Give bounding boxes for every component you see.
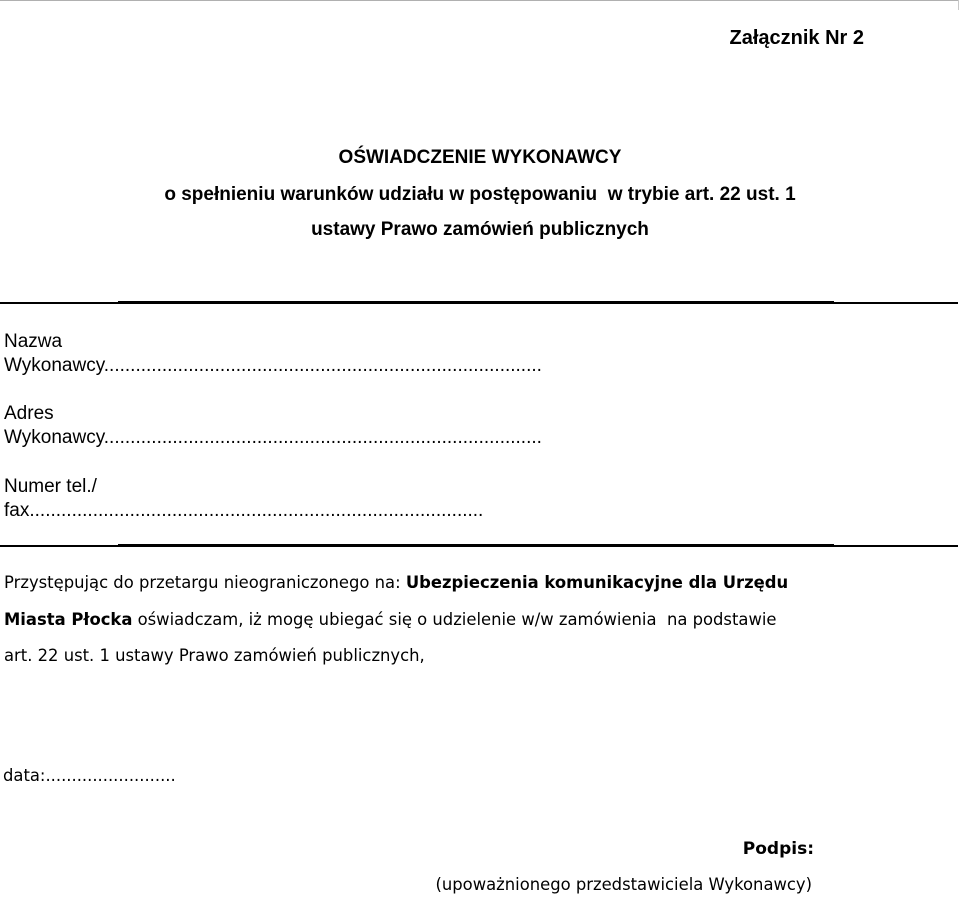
signature-label: Podpis:: [742, 839, 814, 859]
annex-label: Załącznik Nr 2: [729, 27, 864, 49]
contractor-phone-label-line-2: fax: [4, 500, 30, 521]
document-subtitle-line-1: o spełnieniu warunków udziału w postępowaniu w trybie art. 22 ust. 1: [164, 184, 796, 205]
statement-subject: Ubezpieczenia komunikacyjne dla Urzędu: [405, 573, 789, 592]
contractor-address-label-line-2: Wykonawcy: [4, 427, 104, 448]
document-title: OŚWIADCZENIE WYKONAWCY: [338, 147, 622, 168]
statement-line-3: [4, 646, 425, 665]
date-label: data:: [3, 766, 46, 785]
contractor-address-label-line-1: Adres: [4, 403, 54, 424]
statement-line-2-text: oświadczam, iż mogę ubiegać się o udzielenie w/w zamówienia na podstawie: [132, 610, 777, 629]
contractor-name-dots: ...................................................................................: [103, 355, 542, 376]
statement-line-2: [4, 610, 776, 629]
date-field: [3, 766, 176, 785]
date-dots: .........................: [45, 766, 176, 785]
section-divider-top-inner: [118, 301, 834, 303]
statement-line-3-text: art. 22 ust. 1 ustawy Prawo zamówień publicznych,: [4, 646, 425, 665]
page-top-border-edge: [958, 0, 959, 10]
document-subtitle-line-2: ustawy Prawo zamówień publicznych: [311, 219, 649, 240]
contractor-name-label-line-1: Nazwa: [4, 331, 63, 352]
contractor-phone-dots: ......................................................................................: [29, 500, 484, 521]
statement-line-1-prefix: Przystępując do przetargu nieograniczonego na:: [4, 573, 406, 592]
page-top-border: [0, 0, 958, 1]
section-divider-top: [0, 302, 958, 304]
contractor-phone-label-line-1: Numer tel./: [4, 476, 97, 497]
statement-line-1: [4, 573, 788, 592]
contractor-phone-field: [4, 499, 483, 523]
statement-city: Miasta Płocka: [4, 610, 133, 629]
contractor-name-field: [4, 354, 542, 378]
contractor-name-label-line-2: Wykonawcy: [4, 355, 104, 376]
contractor-address-field: [4, 426, 542, 450]
section-divider-bottom: [0, 545, 958, 547]
contractor-address-dots: ...................................................................................: [103, 427, 542, 448]
signature-note: (upoważnionego przedstawiciela Wykonawcy): [435, 875, 812, 894]
section-divider-bottom-inner: [118, 544, 834, 546]
